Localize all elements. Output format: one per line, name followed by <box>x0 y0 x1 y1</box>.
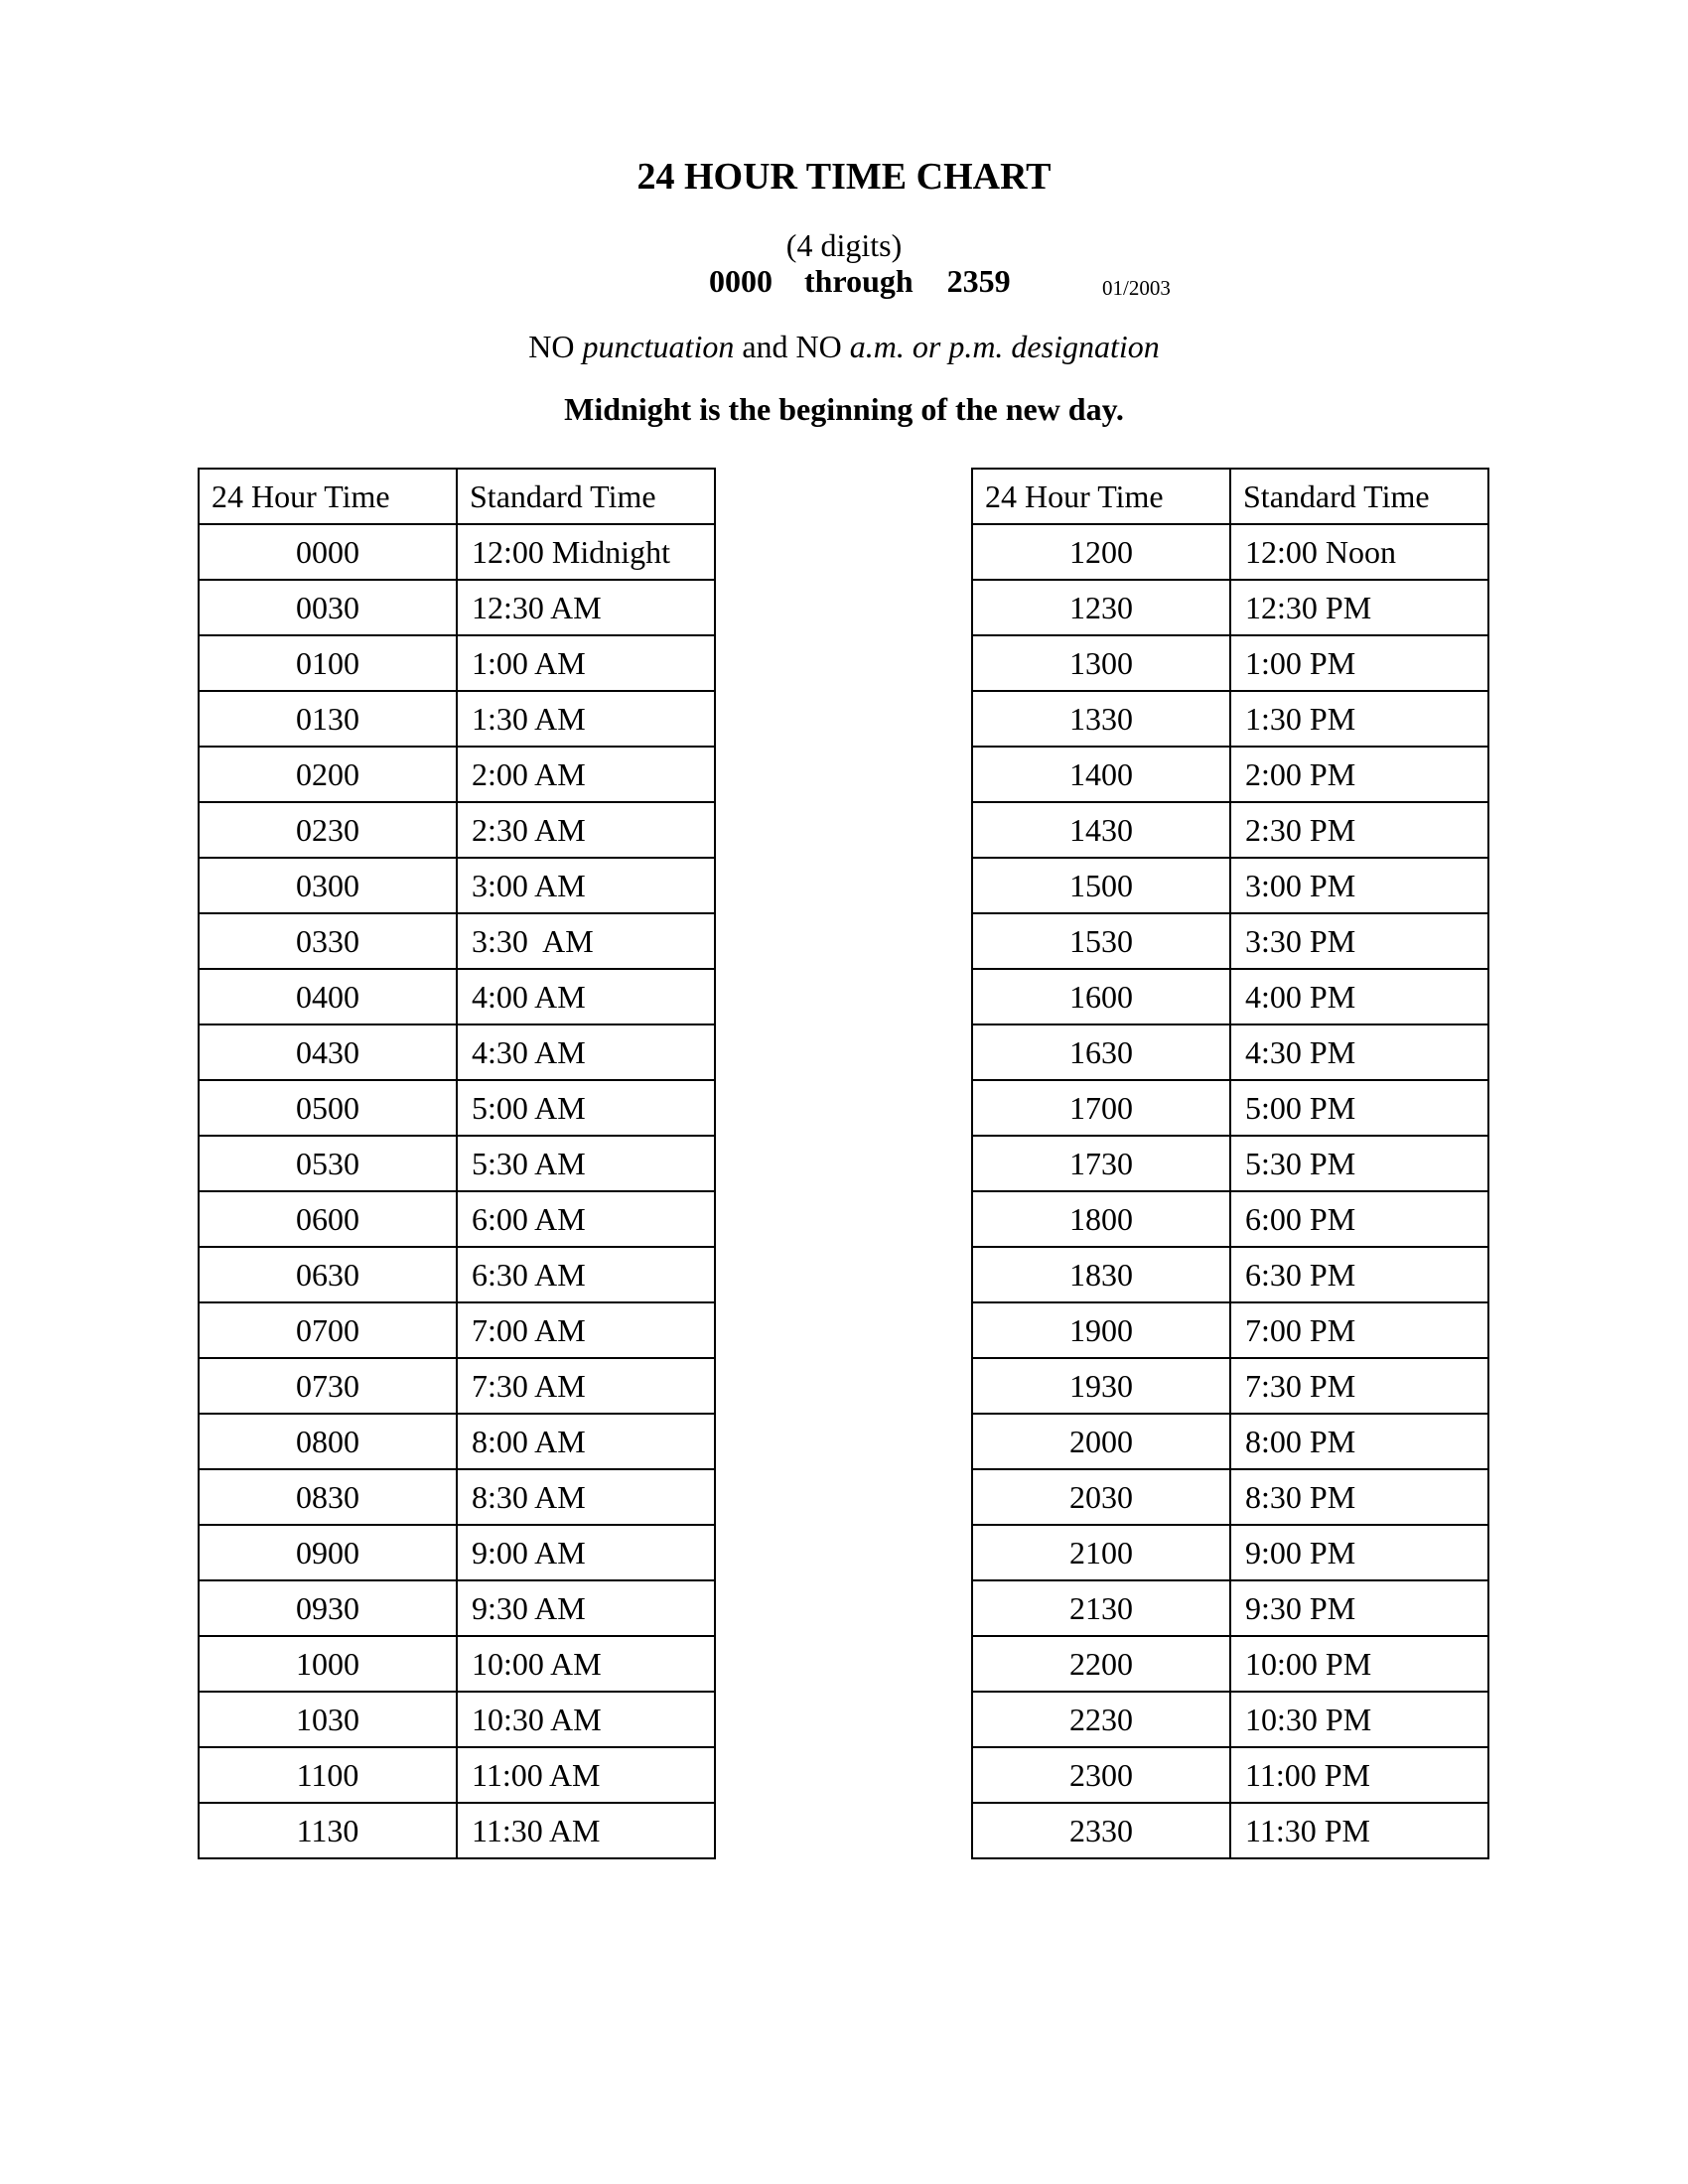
cell-standard-time: 11:00 AM <box>457 1747 715 1803</box>
cell-standard-time: 5:30 AM <box>457 1136 715 1191</box>
column-header-24-hour: 24 Hour Time <box>972 469 1230 524</box>
cell-standard-time: 8:30 PM <box>1230 1469 1488 1525</box>
cell-24-hour-time: 1300 <box>972 635 1230 691</box>
cell-24-hour-time: 0200 <box>199 747 457 802</box>
cell-24-hour-time: 1030 <box>199 1692 457 1747</box>
table-row <box>972 691 1488 747</box>
table-row <box>199 1636 715 1692</box>
cell-24-hour-time: 2230 <box>972 1692 1230 1747</box>
cell-standard-time: 4:00 PM <box>1230 969 1488 1024</box>
table-row <box>972 524 1488 580</box>
cell-24-hour-time: 1530 <box>972 913 1230 969</box>
cell-24-hour-time: 1800 <box>972 1191 1230 1247</box>
table-row <box>199 1580 715 1636</box>
cell-24-hour-time: 0500 <box>199 1080 457 1136</box>
cell-24-hour-time: 2300 <box>972 1747 1230 1803</box>
table-row <box>199 747 715 802</box>
table-row <box>199 1358 715 1414</box>
midnight-note: Midnight is the beginning of the new day. <box>564 391 1124 427</box>
table-row <box>972 858 1488 913</box>
cell-24-hour-time: 1600 <box>972 969 1230 1024</box>
note-part-4: a.m. or p.m. designation <box>849 329 1160 364</box>
cell-standard-time: 7:00 AM <box>457 1302 715 1358</box>
column-header-standard: Standard Time <box>1230 469 1488 524</box>
table-row <box>199 635 715 691</box>
range-through: through <box>804 263 914 299</box>
cell-24-hour-time: 0000 <box>199 524 457 580</box>
cell-standard-time: 11:00 PM <box>1230 1747 1488 1803</box>
cell-standard-time: 12:30 PM <box>1230 580 1488 635</box>
note-part-2: punctuation <box>582 329 735 364</box>
cell-standard-time: 8:00 PM <box>1230 1414 1488 1469</box>
cell-24-hour-time: 0930 <box>199 1580 457 1636</box>
cell-24-hour-time: 2000 <box>972 1414 1230 1469</box>
table-row <box>199 1414 715 1469</box>
cell-24-hour-time: 0800 <box>199 1414 457 1469</box>
cell-24-hour-time: 1000 <box>199 1636 457 1692</box>
cell-standard-time: 2:30 PM <box>1230 802 1488 858</box>
note-part-3: and NO <box>734 329 850 364</box>
cell-24-hour-time: 1230 <box>972 580 1230 635</box>
column-header-standard: Standard Time <box>457 469 715 524</box>
table-row <box>199 1747 715 1803</box>
cell-standard-time: 11:30 PM <box>1230 1803 1488 1858</box>
range-end: 2359 <box>946 263 1011 299</box>
cell-24-hour-time: 1130 <box>199 1803 457 1858</box>
cell-standard-time: 1:00 PM <box>1230 635 1488 691</box>
cell-standard-time: 3:30 AM <box>457 913 715 969</box>
table-row <box>199 691 715 747</box>
table-row <box>199 913 715 969</box>
cell-24-hour-time: 0330 <box>199 913 457 969</box>
cell-standard-time: 10:00 AM <box>457 1636 715 1692</box>
format-note <box>0 329 1688 365</box>
table-row <box>199 1136 715 1191</box>
cell-standard-time: 12:30 AM <box>457 580 715 635</box>
table-row <box>972 969 1488 1024</box>
cell-standard-time: 3:30 PM <box>1230 913 1488 969</box>
table-row <box>199 1191 715 1247</box>
page-title: 24 HOUR TIME CHART <box>636 156 1052 198</box>
cell-standard-time: 7:30 AM <box>457 1358 715 1414</box>
table-row <box>972 1636 1488 1692</box>
range-line <box>0 263 1688 303</box>
cell-24-hour-time: 2100 <box>972 1525 1230 1580</box>
cell-24-hour-time: 2030 <box>972 1469 1230 1525</box>
cell-24-hour-time: 0030 <box>199 580 457 635</box>
table-row <box>199 1247 715 1302</box>
cell-standard-time: 4:30 PM <box>1230 1024 1488 1080</box>
table-row <box>972 1525 1488 1580</box>
cell-24-hour-time: 0130 <box>199 691 457 747</box>
cell-standard-time: 6:00 PM <box>1230 1191 1488 1247</box>
table-row <box>199 1302 715 1358</box>
table-row <box>199 858 715 913</box>
table-row <box>972 1191 1488 1247</box>
table-row <box>972 1080 1488 1136</box>
cell-24-hour-time: 1430 <box>972 802 1230 858</box>
time-range <box>709 263 1011 300</box>
cell-standard-time: 9:00 PM <box>1230 1525 1488 1580</box>
cell-standard-time: 2:00 PM <box>1230 747 1488 802</box>
cell-24-hour-time: 1930 <box>972 1358 1230 1414</box>
cell-standard-time: 2:30 AM <box>457 802 715 858</box>
cell-standard-time: 1:00 AM <box>457 635 715 691</box>
cell-standard-time: 8:30 AM <box>457 1469 715 1525</box>
table-row <box>199 1525 715 1580</box>
table-row <box>972 1580 1488 1636</box>
cell-standard-time: 6:00 AM <box>457 1191 715 1247</box>
cell-standard-time: 8:00 AM <box>457 1414 715 1469</box>
table-row <box>199 969 715 1024</box>
cell-24-hour-time: 0900 <box>199 1525 457 1580</box>
table-row <box>199 524 715 580</box>
cell-24-hour-time: 2200 <box>972 1636 1230 1692</box>
cell-24-hour-time: 0830 <box>199 1469 457 1525</box>
range-start: 0000 <box>709 263 773 299</box>
cell-standard-time: 10:30 AM <box>457 1692 715 1747</box>
cell-standard-time: 9:30 AM <box>457 1580 715 1636</box>
cell-24-hour-time: 1400 <box>972 747 1230 802</box>
cell-standard-time: 6:30 PM <box>1230 1247 1488 1302</box>
cell-24-hour-time: 0630 <box>199 1247 457 1302</box>
cell-standard-time: 2:00 AM <box>457 747 715 802</box>
cell-standard-time: 11:30 AM <box>457 1803 715 1858</box>
table-row <box>972 747 1488 802</box>
cell-standard-time: 1:30 PM <box>1230 691 1488 747</box>
cell-standard-time: 12:00 Noon <box>1230 524 1488 580</box>
table-row <box>972 1024 1488 1080</box>
digits-note: (4 digits) <box>785 227 903 263</box>
cell-24-hour-time: 1630 <box>972 1024 1230 1080</box>
cell-24-hour-time: 1330 <box>972 691 1230 747</box>
cell-24-hour-time: 1830 <box>972 1247 1230 1302</box>
time-table-left <box>198 468 716 1859</box>
table-header-row <box>972 469 1488 524</box>
cell-24-hour-time: 1100 <box>199 1747 457 1803</box>
table-row <box>972 1414 1488 1469</box>
cell-24-hour-time: 1500 <box>972 858 1230 913</box>
table-row <box>199 1024 715 1080</box>
cell-24-hour-time: 2130 <box>972 1580 1230 1636</box>
table-row <box>199 580 715 635</box>
table-row <box>972 1747 1488 1803</box>
table-row <box>199 802 715 858</box>
cell-standard-time: 10:00 PM <box>1230 1636 1488 1692</box>
cell-24-hour-time: 0600 <box>199 1191 457 1247</box>
table-row <box>199 1692 715 1747</box>
cell-24-hour-time: 1700 <box>972 1080 1230 1136</box>
cell-standard-time: 7:00 PM <box>1230 1302 1488 1358</box>
time-table-right <box>971 468 1489 1859</box>
cell-standard-time: 5:00 PM <box>1230 1080 1488 1136</box>
cell-standard-time: 5:30 PM <box>1230 1136 1488 1191</box>
cell-24-hour-time: 1200 <box>972 524 1230 580</box>
column-header-24-hour: 24 Hour Time <box>199 469 457 524</box>
table-row <box>972 1358 1488 1414</box>
table-row <box>972 580 1488 635</box>
cell-24-hour-time: 0430 <box>199 1024 457 1080</box>
cell-24-hour-time: 1730 <box>972 1136 1230 1191</box>
table-row <box>199 1469 715 1525</box>
cell-standard-time: 9:30 PM <box>1230 1580 1488 1636</box>
table-row <box>972 1692 1488 1747</box>
cell-standard-time: 7:30 PM <box>1230 1358 1488 1414</box>
table-header-row <box>199 469 715 524</box>
table-row <box>972 913 1488 969</box>
cell-24-hour-time: 0300 <box>199 858 457 913</box>
cell-24-hour-time: 0230 <box>199 802 457 858</box>
cell-standard-time: 9:00 AM <box>457 1525 715 1580</box>
cell-standard-time: 10:30 PM <box>1230 1692 1488 1747</box>
table-row <box>972 635 1488 691</box>
cell-standard-time: 6:30 AM <box>457 1247 715 1302</box>
note-part-1: NO <box>528 329 583 364</box>
cell-standard-time: 12:00 Midnight <box>457 524 715 580</box>
cell-24-hour-time: 0730 <box>199 1358 457 1414</box>
cell-24-hour-time: 0700 <box>199 1302 457 1358</box>
cell-standard-time: 3:00 PM <box>1230 858 1488 913</box>
table-row <box>972 1136 1488 1191</box>
cell-24-hour-time: 1900 <box>972 1302 1230 1358</box>
cell-standard-time: 3:00 AM <box>457 858 715 913</box>
cell-standard-time: 4:00 AM <box>457 969 715 1024</box>
table-row <box>199 1080 715 1136</box>
table-row <box>972 1302 1488 1358</box>
cell-24-hour-time: 0400 <box>199 969 457 1024</box>
cell-24-hour-time: 2330 <box>972 1803 1230 1858</box>
table-row <box>972 1247 1488 1302</box>
cell-standard-time: 1:30 AM <box>457 691 715 747</box>
table-row <box>972 1469 1488 1525</box>
table-row <box>199 1803 715 1858</box>
cell-24-hour-time: 0530 <box>199 1136 457 1191</box>
cell-standard-time: 5:00 AM <box>457 1080 715 1136</box>
table-row <box>972 1803 1488 1858</box>
document-date: 01/2003 <box>1102 276 1171 300</box>
cell-24-hour-time: 0100 <box>199 635 457 691</box>
table-row <box>972 802 1488 858</box>
cell-standard-time: 4:30 AM <box>457 1024 715 1080</box>
